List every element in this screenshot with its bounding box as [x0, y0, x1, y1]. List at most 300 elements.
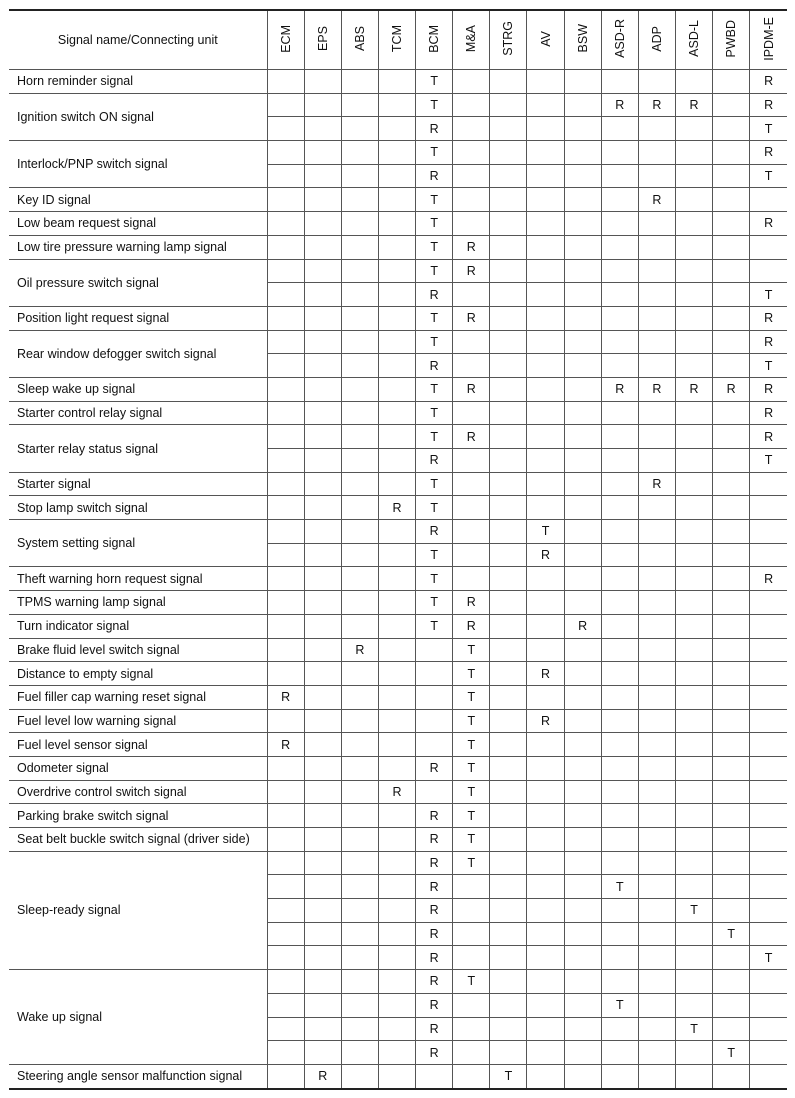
- cell-av: [527, 614, 564, 638]
- cell-asd-l: [675, 922, 712, 946]
- cell-pwbd: [713, 804, 750, 828]
- cell-ecm: [267, 828, 304, 852]
- cell-ecm: [267, 520, 304, 544]
- cell-bsw: [564, 306, 601, 330]
- cell-asd-r: [601, 638, 638, 662]
- cell-av: [527, 780, 564, 804]
- cell-adp: [638, 449, 675, 473]
- cell-adp: [638, 354, 675, 378]
- cell-bsw: [564, 946, 601, 970]
- cell-bsw: [564, 1041, 601, 1065]
- cell-adp: [638, 1064, 675, 1088]
- cell-ipdm-e: R: [750, 425, 787, 449]
- cell-av: [527, 212, 564, 236]
- cell-asd-l: [675, 875, 712, 899]
- cell-asd-r: R: [601, 93, 638, 117]
- cell-m-a: [453, 1017, 490, 1041]
- cell-m-a: [453, 70, 490, 94]
- cell-av: [527, 117, 564, 141]
- cell-m-a: [453, 1041, 490, 1065]
- cell-m-a: T: [453, 828, 490, 852]
- cell-asd-r: [601, 1017, 638, 1041]
- cell-eps: [304, 970, 341, 994]
- signal-name-cell: Distance to empty signal: [9, 662, 267, 686]
- cell-ecm: [267, 93, 304, 117]
- cell-bsw: [564, 970, 601, 994]
- cell-ecm: [267, 141, 304, 165]
- cell-bsw: R: [564, 614, 601, 638]
- table-row: [9, 212, 787, 236]
- cell-eps: R: [304, 1064, 341, 1088]
- header-unit-av: [527, 10, 564, 70]
- signal-name-cell: Oil pressure switch signal: [9, 259, 267, 306]
- cell-m-a: [453, 1064, 490, 1088]
- cell-pwbd: [713, 543, 750, 567]
- cell-pwbd: [713, 520, 750, 544]
- header-unit-m-a: [453, 10, 490, 70]
- cell-m-a: T: [453, 851, 490, 875]
- cell-ipdm-e: [750, 543, 787, 567]
- cell-ipdm-e: T: [750, 354, 787, 378]
- table-row: [9, 520, 787, 544]
- cell-strg: [490, 709, 527, 733]
- cell-ipdm-e: [750, 756, 787, 780]
- cell-ipdm-e: [750, 1041, 787, 1065]
- cell-pwbd: [713, 188, 750, 212]
- cell-asd-l: [675, 259, 712, 283]
- cell-adp: [638, 804, 675, 828]
- cell-av: [527, 685, 564, 709]
- cell-bcm: T: [416, 306, 453, 330]
- cell-asd-r: [601, 591, 638, 615]
- signal-name-cell: Key ID signal: [9, 188, 267, 212]
- table-row: [9, 567, 787, 591]
- cell-eps: [304, 685, 341, 709]
- cell-ipdm-e: [750, 828, 787, 852]
- cell-ipdm-e: [750, 1064, 787, 1088]
- cell-bcm: T: [416, 591, 453, 615]
- cell-strg: [490, 993, 527, 1017]
- cell-pwbd: [713, 330, 750, 354]
- cell-m-a: T: [453, 804, 490, 828]
- cell-ipdm-e: R: [750, 401, 787, 425]
- cell-eps: [304, 377, 341, 401]
- cell-av: [527, 1064, 564, 1088]
- cell-ipdm-e: [750, 638, 787, 662]
- cell-strg: [490, 567, 527, 591]
- cell-strg: [490, 259, 527, 283]
- cell-adp: [638, 946, 675, 970]
- cell-m-a: R: [453, 235, 490, 259]
- cell-strg: [490, 496, 527, 520]
- cell-asd-l: [675, 283, 712, 307]
- table-row: [9, 472, 787, 496]
- cell-m-a: R: [453, 259, 490, 283]
- cell-m-a: [453, 354, 490, 378]
- cell-pwbd: [713, 780, 750, 804]
- cell-ipdm-e: [750, 804, 787, 828]
- signal-name-cell: Rear window defogger switch signal: [9, 330, 267, 377]
- header-unit-eps: [304, 10, 341, 70]
- cell-asd-l: [675, 1041, 712, 1065]
- cell-asd-r: [601, 401, 638, 425]
- cell-abs: [341, 804, 378, 828]
- cell-abs: [341, 496, 378, 520]
- cell-eps: [304, 1017, 341, 1041]
- cell-eps: [304, 496, 341, 520]
- header-unit-strg: [490, 10, 527, 70]
- cell-strg: [490, 141, 527, 165]
- cell-asd-l: [675, 851, 712, 875]
- cell-eps: [304, 141, 341, 165]
- cell-abs: [341, 306, 378, 330]
- cell-ecm: [267, 709, 304, 733]
- cell-m-a: [453, 899, 490, 923]
- cell-pwbd: [713, 899, 750, 923]
- cell-ecm: [267, 662, 304, 686]
- cell-ecm: [267, 638, 304, 662]
- cell-tcm: R: [378, 780, 415, 804]
- cell-bcm: [416, 733, 453, 757]
- cell-av: [527, 851, 564, 875]
- cell-abs: [341, 685, 378, 709]
- cell-asd-l: [675, 543, 712, 567]
- cell-ecm: [267, 330, 304, 354]
- cell-pwbd: [713, 946, 750, 970]
- cell-av: [527, 496, 564, 520]
- cell-ecm: [267, 449, 304, 473]
- cell-eps: [304, 804, 341, 828]
- table-row: [9, 93, 787, 117]
- cell-adp: [638, 970, 675, 994]
- cell-strg: [490, 756, 527, 780]
- signal-name-cell: Low beam request signal: [9, 212, 267, 236]
- cell-m-a: T: [453, 638, 490, 662]
- header-unit-pwbd: [713, 10, 750, 70]
- signal-name-cell: Starter control relay signal: [9, 401, 267, 425]
- table-row: [9, 685, 787, 709]
- cell-adp: [638, 330, 675, 354]
- cell-m-a: R: [453, 306, 490, 330]
- cell-pwbd: [713, 993, 750, 1017]
- cell-bcm: R: [416, 1017, 453, 1041]
- cell-strg: [490, 377, 527, 401]
- cell-ecm: [267, 875, 304, 899]
- cell-strg: [490, 804, 527, 828]
- cell-ipdm-e: [750, 733, 787, 757]
- header-unit-tcm: [378, 10, 415, 70]
- cell-asd-r: [601, 828, 638, 852]
- signal-name-cell: Parking brake switch signal: [9, 804, 267, 828]
- cell-m-a: [453, 543, 490, 567]
- cell-adp: [638, 235, 675, 259]
- cell-ipdm-e: T: [750, 283, 787, 307]
- cell-tcm: [378, 567, 415, 591]
- cell-adp: R: [638, 188, 675, 212]
- cell-strg: T: [490, 1064, 527, 1088]
- header-unit-label: IPDM-E: [761, 16, 776, 61]
- cell-bsw: [564, 543, 601, 567]
- cell-bsw: [564, 567, 601, 591]
- cell-tcm: [378, 472, 415, 496]
- cell-bcm: R: [416, 993, 453, 1017]
- cell-adp: [638, 259, 675, 283]
- cell-bcm: T: [416, 543, 453, 567]
- header-unit-ecm: [267, 10, 304, 70]
- signal-name-cell: Overdrive control switch signal: [9, 780, 267, 804]
- cell-eps: [304, 662, 341, 686]
- table-row: [9, 851, 787, 875]
- cell-abs: [341, 401, 378, 425]
- cell-eps: [304, 354, 341, 378]
- cell-av: [527, 591, 564, 615]
- cell-asd-r: [601, 306, 638, 330]
- cell-bcm: [416, 780, 453, 804]
- signal-name-cell: Low tire pressure warning lamp signal: [9, 235, 267, 259]
- cell-pwbd: [713, 875, 750, 899]
- cell-pwbd: [713, 212, 750, 236]
- cell-bsw: [564, 756, 601, 780]
- cell-tcm: [378, 306, 415, 330]
- cell-av: [527, 425, 564, 449]
- cell-ipdm-e: [750, 922, 787, 946]
- cell-ipdm-e: [750, 591, 787, 615]
- cell-bsw: [564, 520, 601, 544]
- cell-adp: [638, 543, 675, 567]
- cell-eps: [304, 591, 341, 615]
- cell-abs: [341, 756, 378, 780]
- cell-adp: [638, 70, 675, 94]
- cell-av: [527, 141, 564, 165]
- cell-tcm: [378, 377, 415, 401]
- cell-abs: [341, 1064, 378, 1088]
- cell-pwbd: [713, 733, 750, 757]
- cell-pwbd: [713, 828, 750, 852]
- cell-eps: [304, 1041, 341, 1065]
- cell-av: [527, 638, 564, 662]
- cell-bsw: [564, 117, 601, 141]
- cell-ipdm-e: R: [750, 377, 787, 401]
- table-row: [9, 70, 787, 94]
- cell-adp: [638, 922, 675, 946]
- cell-asd-r: [601, 1064, 638, 1088]
- cell-m-a: [453, 141, 490, 165]
- cell-tcm: [378, 756, 415, 780]
- cell-m-a: [453, 875, 490, 899]
- cell-bcm: R: [416, 164, 453, 188]
- signal-name-cell: System setting signal: [9, 520, 267, 567]
- signal-name-cell: Wake up signal: [9, 970, 267, 1065]
- cell-asd-l: [675, 354, 712, 378]
- cell-pwbd: [713, 970, 750, 994]
- cell-eps: [304, 756, 341, 780]
- cell-bsw: [564, 235, 601, 259]
- cell-tcm: [378, 851, 415, 875]
- cell-ipdm-e: [750, 851, 787, 875]
- cell-av: [527, 354, 564, 378]
- cell-eps: [304, 425, 341, 449]
- cell-adp: [638, 685, 675, 709]
- cell-adp: [638, 709, 675, 733]
- cell-ipdm-e: [750, 496, 787, 520]
- cell-bsw: [564, 354, 601, 378]
- table-row: [9, 401, 787, 425]
- cell-tcm: [378, 354, 415, 378]
- cell-ipdm-e: T: [750, 164, 787, 188]
- cell-asd-l: [675, 141, 712, 165]
- cell-bcm: T: [416, 330, 453, 354]
- cell-strg: [490, 685, 527, 709]
- cell-asd-r: R: [601, 377, 638, 401]
- cell-adp: [638, 567, 675, 591]
- header-unit-label: ASD-L: [687, 20, 702, 57]
- cell-tcm: [378, 1064, 415, 1088]
- cell-adp: [638, 756, 675, 780]
- signal-table-body: [9, 70, 787, 1089]
- cell-eps: [304, 188, 341, 212]
- cell-pwbd: T: [713, 922, 750, 946]
- cell-eps: [304, 638, 341, 662]
- cell-m-a: [453, 449, 490, 473]
- cell-strg: [490, 899, 527, 923]
- cell-strg: [490, 1041, 527, 1065]
- cell-eps: [304, 543, 341, 567]
- header-unit-abs: [341, 10, 378, 70]
- cell-eps: [304, 993, 341, 1017]
- cell-pwbd: [713, 449, 750, 473]
- signal-name-cell: Turn indicator signal: [9, 614, 267, 638]
- cell-bcm: R: [416, 875, 453, 899]
- cell-adp: [638, 164, 675, 188]
- cell-bsw: [564, 212, 601, 236]
- cell-adp: [638, 899, 675, 923]
- cell-ipdm-e: [750, 520, 787, 544]
- cell-strg: [490, 401, 527, 425]
- cell-asd-r: [601, 188, 638, 212]
- header-unit-label: STRG: [501, 21, 516, 56]
- cell-asd-r: [601, 449, 638, 473]
- cell-asd-r: [601, 685, 638, 709]
- cell-abs: [341, 141, 378, 165]
- cell-abs: [341, 899, 378, 923]
- cell-av: [527, 875, 564, 899]
- cell-strg: [490, 212, 527, 236]
- cell-ipdm-e: [750, 970, 787, 994]
- cell-pwbd: [713, 141, 750, 165]
- table-row: [9, 614, 787, 638]
- cell-asd-l: [675, 591, 712, 615]
- cell-ipdm-e: [750, 685, 787, 709]
- cell-strg: [490, 946, 527, 970]
- cell-bcm: R: [416, 851, 453, 875]
- signal-name-cell: TPMS warning lamp signal: [9, 591, 267, 615]
- header-unit-label: ABS: [352, 25, 367, 51]
- header-unit-label: ASD-R: [612, 19, 627, 58]
- cell-asd-l: R: [675, 93, 712, 117]
- cell-asd-l: [675, 1064, 712, 1088]
- cell-asd-l: [675, 614, 712, 638]
- cell-abs: [341, 164, 378, 188]
- cell-m-a: [453, 922, 490, 946]
- cell-pwbd: [713, 638, 750, 662]
- cell-asd-l: T: [675, 1017, 712, 1041]
- cell-bsw: [564, 496, 601, 520]
- cell-abs: [341, 354, 378, 378]
- cell-strg: [490, 164, 527, 188]
- cell-pwbd: R: [713, 377, 750, 401]
- header-unit-label: AV: [538, 30, 553, 47]
- signal-name-cell: Horn reminder signal: [9, 70, 267, 94]
- cell-ecm: [267, 70, 304, 94]
- signal-name-cell: Position light request signal: [9, 306, 267, 330]
- cell-asd-l: R: [675, 377, 712, 401]
- table-row: [9, 306, 787, 330]
- cell-bcm: T: [416, 614, 453, 638]
- cell-abs: [341, 851, 378, 875]
- cell-bcm: R: [416, 828, 453, 852]
- cell-bsw: [564, 685, 601, 709]
- cell-ecm: [267, 283, 304, 307]
- cell-bcm: R: [416, 970, 453, 994]
- cell-asd-l: [675, 425, 712, 449]
- cell-asd-r: [601, 922, 638, 946]
- cell-tcm: [378, 117, 415, 141]
- cell-adp: [638, 1041, 675, 1065]
- cell-bsw: [564, 330, 601, 354]
- cell-ipdm-e: T: [750, 946, 787, 970]
- cell-asd-r: T: [601, 875, 638, 899]
- cell-asd-r: [601, 709, 638, 733]
- cell-pwbd: [713, 567, 750, 591]
- cell-abs: [341, 188, 378, 212]
- cell-tcm: [378, 614, 415, 638]
- cell-pwbd: [713, 164, 750, 188]
- cell-pwbd: [713, 1064, 750, 1088]
- cell-m-a: R: [453, 614, 490, 638]
- header-unit-label: TCM: [390, 24, 405, 53]
- cell-tcm: [378, 591, 415, 615]
- table-row: [9, 141, 787, 165]
- cell-tcm: [378, 70, 415, 94]
- cell-ecm: [267, 756, 304, 780]
- cell-asd-l: [675, 401, 712, 425]
- cell-strg: [490, 306, 527, 330]
- cell-av: [527, 567, 564, 591]
- cell-strg: [490, 828, 527, 852]
- header-row: [9, 10, 787, 70]
- cell-av: [527, 330, 564, 354]
- cell-tcm: [378, 93, 415, 117]
- cell-adp: [638, 993, 675, 1017]
- cell-bcm: T: [416, 259, 453, 283]
- cell-asd-r: [601, 235, 638, 259]
- cell-eps: [304, 70, 341, 94]
- cell-ecm: [267, 377, 304, 401]
- signal-name-cell: Fuel filler cap warning reset signal: [9, 685, 267, 709]
- cell-ecm: R: [267, 733, 304, 757]
- header-unit-label: ADP: [649, 25, 664, 52]
- table-row: [9, 638, 787, 662]
- signal-name-cell: Brake fluid level switch signal: [9, 638, 267, 662]
- cell-ecm: [267, 993, 304, 1017]
- cell-ipdm-e: T: [750, 449, 787, 473]
- cell-strg: [490, 733, 527, 757]
- cell-tcm: [378, 1041, 415, 1065]
- signal-name-cell: Starter relay status signal: [9, 425, 267, 472]
- cell-av: [527, 401, 564, 425]
- cell-bcm: T: [416, 188, 453, 212]
- cell-abs: [341, 993, 378, 1017]
